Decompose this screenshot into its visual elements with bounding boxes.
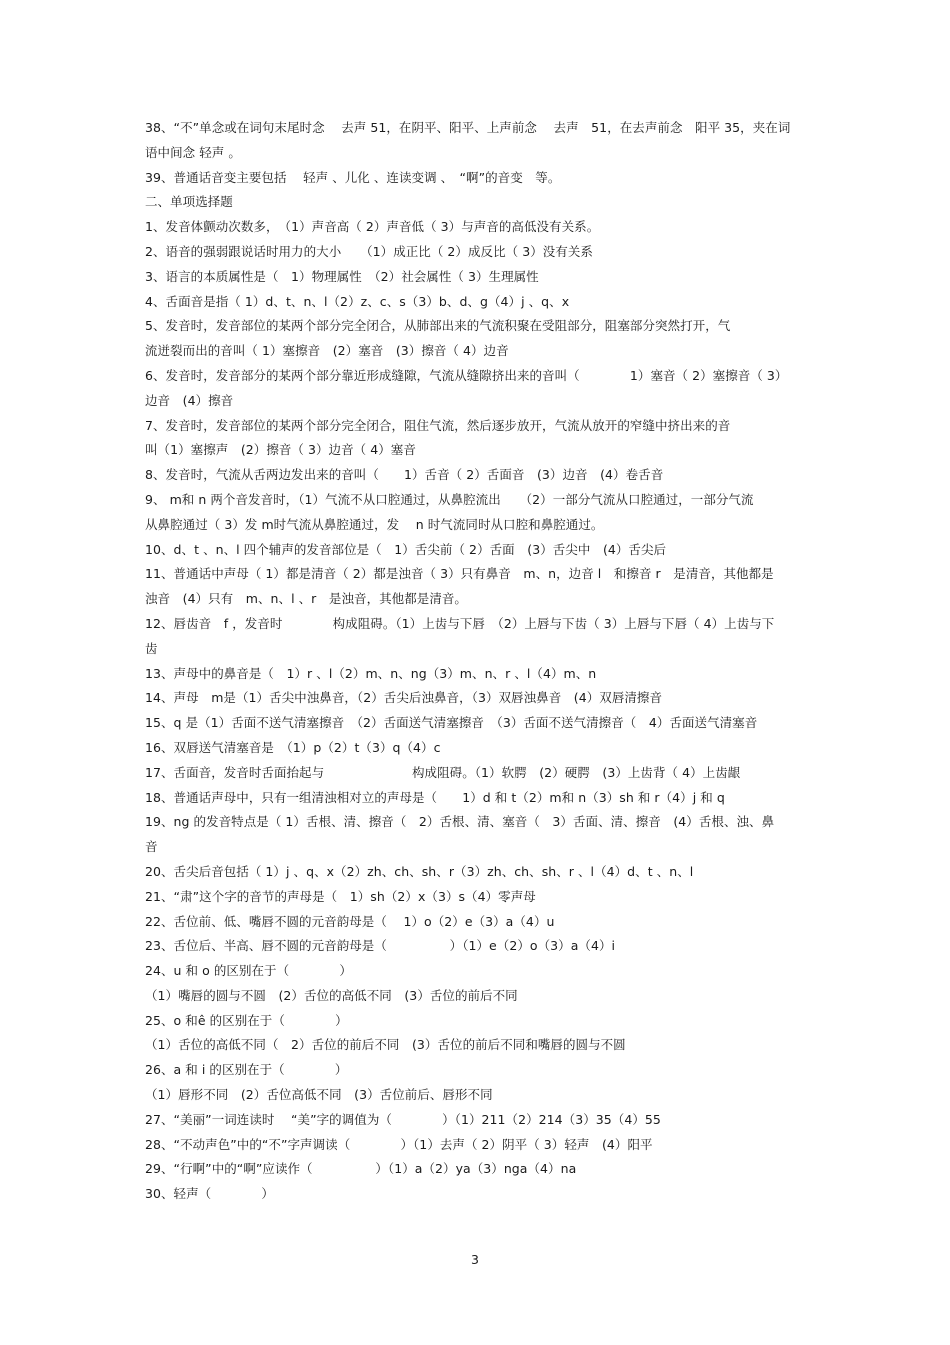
text-line: 10、d、t 、n、l 四个辅声的发音部位是（ 1）舌尖前（ 2）舌面 (3）舌尖中 (4）舌尖后 — [145, 541, 667, 557]
text-line: 25、o 和ê 的区别在于（ ） — [145, 1012, 348, 1028]
text-line: 24、u 和 o 的区别在于（ ） — [145, 963, 352, 979]
text-line: 15、q 是（1）舌面不送气清塞擦音 （2）舌面送气清塞擦音 （3）舌面不送气清擦音（ 4）舌面送气清塞音 — [145, 715, 758, 731]
text-line: 1、发音体颤动次数多， （1）声音高（ 2）声音低（ 3）与声音的高低没有关系。 — [145, 219, 600, 235]
text-line: 23、舌位后、半高、唇不圆的元音韵母是（ ）（1）e（2）o（3）a（4）i — [145, 938, 616, 954]
text-line: 11、普通话中声母（ 1）都是清音（ 2）都是浊音（ 3）只有鼻音 m、n，边音 l 和擦音 r 是清音，其他都是 — [145, 566, 774, 582]
text-line: 13、声母中的鼻音是（ 1）r 、l（2）m、n、ng（3）m、n、r 、l（4）m、n — [145, 665, 597, 681]
text-line: 22、舌位前、低、嘴唇不圆的元音韵母是（ 1）o（2）e（3）a（4）u — [145, 913, 555, 929]
text-line: 30、轻声（ ） — [145, 1186, 274, 1202]
text-line: 7、发音时，发音部位的某两个部分完全闭合，阻住气流，然后逐步放开，气流从放开的窄缝中挤出来的音 — [145, 417, 731, 433]
text-line: （1）唇形不同 (2）舌位高低不同 (3）舌位前后、唇形不同 — [145, 1087, 493, 1103]
text-line: 二、单项选择题 — [145, 194, 233, 210]
page-number: 3 — [471, 1252, 479, 1267]
text-line: 3、语言的本质属性是（ 1）物理属性 （2）社会属性（ 3）生理属性 — [145, 268, 539, 284]
text-line: 9、 m和 n 两个音发音时，（1）气流不从口腔通过，从鼻腔流出 （2）一部分气流从口腔通过，一部分气流 — [145, 491, 754, 507]
text-line: 29、“行啊”中的“啊”应读作（ ）（1）a（2）ya（3）nga（4）na — [145, 1161, 577, 1177]
text-line: 齿 — [145, 640, 158, 656]
text-line: 21、“肃”这个字的音节的声母是（ 1）sh（2）x（3）s（4）零声母 — [145, 888, 536, 904]
text-line: 28、“不动声色”中的“不”字声调读（ ）（1）去声（ 2）阴平（ 3）轻声 (4）阳平 — [145, 1136, 653, 1152]
text-line: 39、普通话音变主要包括 轻声 、儿化 、连读变调 、 “啊”的音变 等。 — [145, 169, 561, 185]
text-line: （1）嘴唇的圆与不圆 (2）舌位的高低不同 (3）舌位的前后不同 — [145, 987, 518, 1003]
text-line: 语中间念 轻声 。 — [145, 144, 241, 160]
text-line: 27、“美丽”一词连读时 “美”字的调值为（ ）（1）211（2）214（3）35（4）55 — [145, 1111, 661, 1127]
text-line: 17、舌面音，发音时舌面抬起与 构成阻碍。（1）软腭 (2）硬腭 (3）上齿背（ 4）上齿龈 — [145, 764, 741, 780]
text-line: 12、唇齿音 f ，发音时 构成阻碍。（1）上齿与下唇 （2）上唇与下齿（ 3）上唇与下唇（ 4）上齿与下 — [145, 615, 775, 631]
text-line: 4、舌面音是指（ 1）d、t、n、l（2）z、c、s（3）b、d、g（4）j 、q、x — [145, 293, 570, 309]
text-line: 16、双唇送气清塞音是 （1）p（2）t（3）q（4）c — [145, 739, 441, 755]
text-line: 19、ng 的发音特点是（ 1）舌根、清、擦音（ 2）舌根、清、塞音（ 3）舌面、清、擦音 (4）舌根、浊、鼻 — [145, 814, 775, 830]
text-line: 14、声母 m是（1）舌尖中浊鼻音，（2）舌尖后浊鼻音，（3）双唇浊鼻音 (4）双唇清擦音 — [145, 690, 663, 706]
text-line: 从鼻腔通过（ 3）发 m时气流从鼻腔通过，发 n 时气流同时从口腔和鼻腔通过。 — [145, 516, 604, 532]
text-line: 浊音 (4）只有 m、n、l 、r 是浊音，其他都是清音。 — [145, 591, 467, 607]
text-line: 2、语音的强弱跟说话时用力的大小 （1）成正比（ 2）成反比（ 3）没有关系 — [145, 243, 593, 259]
text-line: 38、“不”单念或在词句末尾时念 去声 51，在阴平、阳平、上声前念 去声 51，在去声前念 阳平 35，夹在词 — [145, 120, 791, 135]
text-line: 音 — [145, 839, 158, 855]
text-line: 流迸裂而出的音叫（ 1）塞擦音 (2）塞音 (3）擦音（ 4）边音 — [145, 343, 509, 359]
text-line: 18、普通话声母中，只有一组清浊相对立的声母是（ 1）d 和 t（2）m和 n（3）sh 和 r（4）j 和 q — [145, 789, 725, 805]
text-line: 20、舌尖后音包括（ 1）j 、q、x（2）zh、ch、sh、r（3）zh、ch、sh、r 、l（4）d、t 、n、l — [145, 863, 694, 879]
text-line: 6、发音时，发音部分的某两个部分靠近形成缝隙，气流从缝隙挤出来的音叫（ 1）塞音（ 2）塞擦音（ 3） — [145, 367, 788, 383]
document-body — [145, 116, 807, 1207]
text-line: 叫（1）塞擦声 (2）擦音（ 3）边音（ 4）塞音 — [145, 442, 416, 458]
text-line: 5、发音时，发音部位的某两个部分完全闭合，从肺部出来的气流积聚在受阻部分，阻塞部分突然打开，气 — [145, 318, 731, 334]
text-line: 26、a 和 i 的区别在于（ ） — [145, 1062, 348, 1078]
text-line: 8、发音时，气流从舌两边发出来的音叫（ 1）舌音（ 2）舌面音 (3）边音 (4）卷舌音 — [145, 467, 664, 483]
text-line: 边音 (4）擦音 — [145, 392, 234, 408]
text-line: （1）舌位的高低不同（ 2）舌位的前后不同 (3）舌位的前后不同和嘴唇的圆与不圆 — [145, 1037, 626, 1053]
